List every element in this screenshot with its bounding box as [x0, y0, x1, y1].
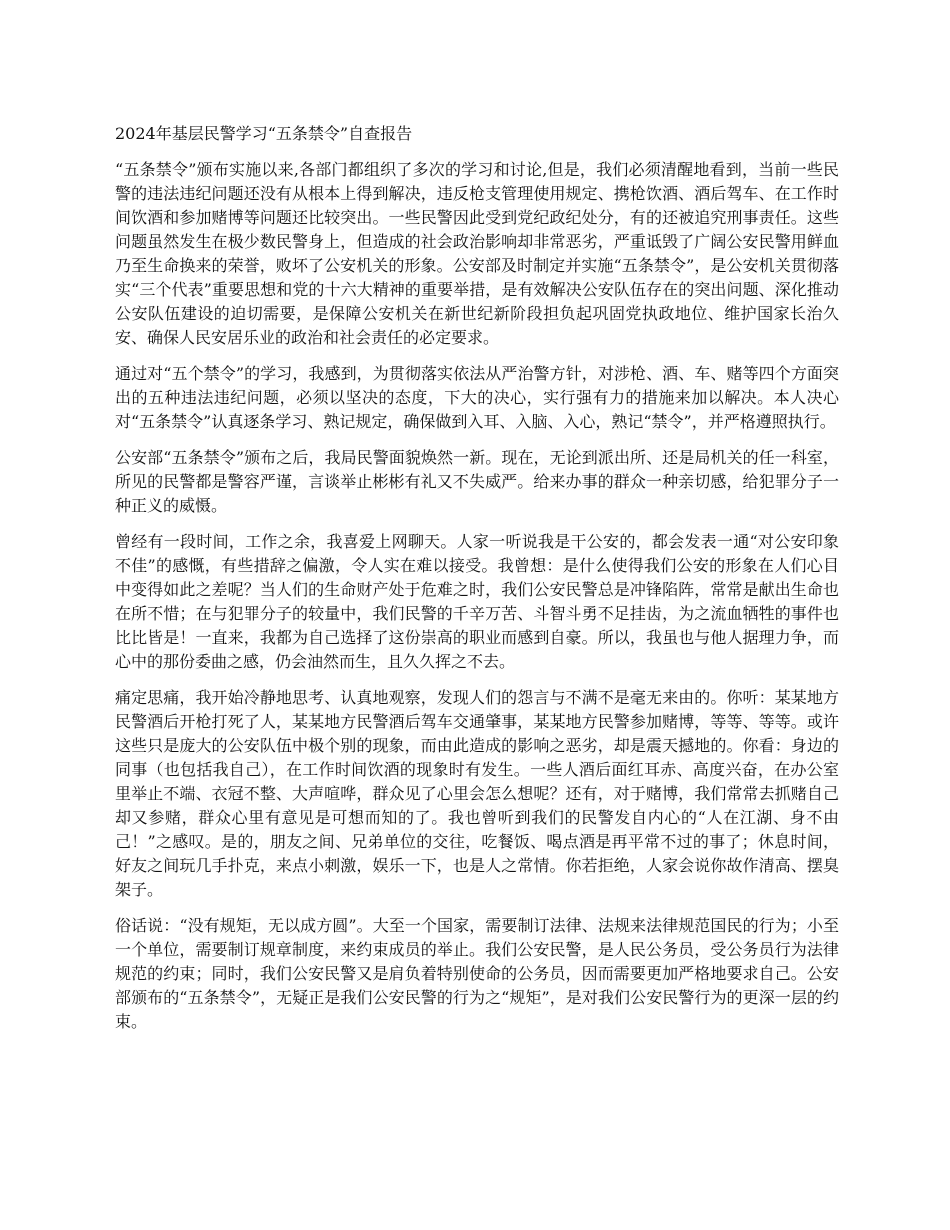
paragraph-3: 公安部“五条禁令”颁布之后，我局民警面貌焕然一新。现在，无论到派出所、还是局机关的任一科室，所见的民警都是警容严谨，言谈举止彬彬有礼又不失威严。给来办事的群众一种亲切感，给犯罪分子一种正义的威慑。 — [115, 448, 839, 515]
paragraph-1: “五条禁令”颁布实施以来,各部门都组织了多次的学习和讨论,但是，我们必须清醒地看到，当前一些民警的违法违纪问题还没有从根本上得到解决，违反枪支管理使用规定、携枪饮酒、酒后驾车、在工作时间饮酒和参加赌博等问题还比较突出。一些民警因此受到党纪政纪处分，有的还被追究刑事责任。这些问题虽然发生在极少数民警身上，但造成的社会政治影响却非常恶劣，严重诋毁了广阔公安民警用鲜血乃至生命换来的荣誉，败坏了公安机关的形象。公安部及时制定并实施“五条禁令”，是公安机关贯彻落实“三个代表”重要思想和党的十六大精神的重要举措，是有效解决公安队伍存在的突出问题、深化推动公安队伍建设的迫切需要，是保障公安机关在新世纪新阶段担负起巩固党执政地位、维护国家长治久安、确保人民安居乐业的政治和社会责任的必定要求。 — [115, 160, 839, 347]
paragraph-4: 曾经有一段时间，工作之余，我喜爱上网聊天。人家一听说我是干公安的，都会发表一通“对公安印象不佳”的感慨，有些措辞之偏激，令人实在难以接受。我曾想：是什么使得我们公安的形象在人们心目中变得如此之差呢？当人们的生命财产处于危难之时，我们公安民警总是冲锋陷阵，常常是献出生命也在所不惜；在与犯罪分子的较量中，我们民警的千辛万苦、斗智斗勇不足挂齿，为之流血牺牲的事件也比比皆是！一直来，我都为自己选择了这份崇高的职业而感到自豪。所以，我虽也与他人据理力争，而心中的那份委曲之感，仍会油然而生，且久久挥之不去。 — [115, 532, 839, 671]
paragraph-2: 通过对“五个禁令”的学习，我感到，为贯彻落实依法从严治警方针，对涉枪、酒、车、赌等四个方面突出的五种违法违纪问题，必须以坚决的态度，下大的决心，实行强有力的措施来加以解决。本人决心对“五条禁令”认真逐条学习、熟记规定，确保做到入耳、入脑、入心，熟记“禁令”，并严格遵照执行。 — [115, 364, 839, 431]
document-title: 2024年基层民警学习“五条禁令”自查报告 — [115, 124, 413, 143]
paragraph-5: 痛定思痛，我开始冷静地思考、认真地观察，发现人们的怨言与不满不是毫无来由的。你听：某某地方民警酒后开枪打死了人，某某地方民警酒后驾车交通肇事，某某地方民警参加赌博，等等、等等。或许这些只是庞大的公安队伍中极个别的现象，而由此造成的影响之恶劣，却是震天撼地的。你看：身边的同事（也包括我自己），在工作时间饮酒的现象时有发生。一些人酒后面红耳赤、高度兴奋，在办公室里举止不端、衣冠不整、大声喧哗，群众见了心里会怎么想呢？还有，对于赌博，我们常常去抓赌自己却又参赌，群众心里有意见是可想而知的了。我也曾听到我们的民警发自内心的“人在江湖、身不由己！”之感叹。是的，朋友之间、兄弟单位的交往，吃餐饭、喝点酒是再平常不过的事了；休息时间，好友之间玩几手扑克，来点小刺激，娱乐一下，也是人之常情。你若拒绝，人家会说你故作清高、摆臭架子。 — [115, 688, 839, 899]
document-page — [115, 122, 839, 1046]
paragraph-6: 俗话说：“没有规矩，无以成方圆”。大至一个国家，需要制订法律、法规来法律规范国民的行为；小至一个单位，需要制订规章制度，来约束成员的举止。我们公安民警，是人民公务员，受公务员行为法律规范的约束；同时，我们公安民警又是肩负着特别使命的公务员，因而需要更加严格地要求自己。公安部颁布的“五条禁令”，无疑正是我们公安民警的行为之“规矩”，是对我们公安民警行为的更深一层的约束。 — [115, 916, 839, 1031]
